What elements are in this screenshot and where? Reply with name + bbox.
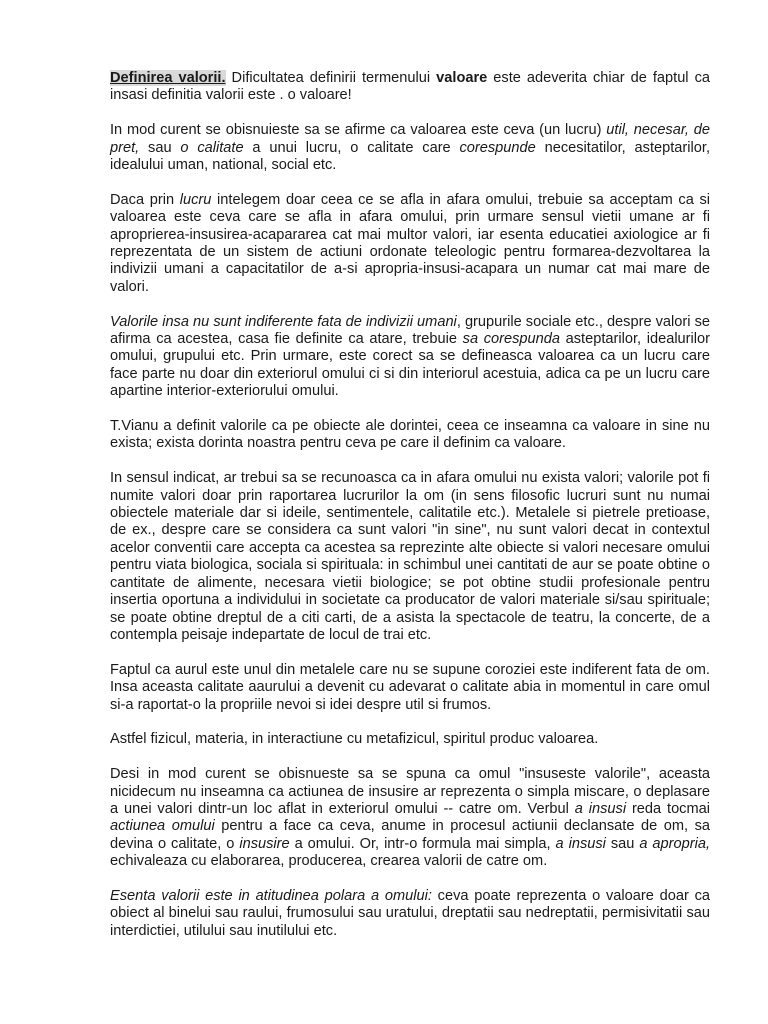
text-run: pentru a face ca ceva, anume in procesul actiunii declansate de om, sa devina o calitate, o bbox=[110, 818, 710, 852]
text-run: asteptarilor, idealurilor omului, grupului etc. Prin urmare, este corect sa se defineasca valoarea ca un lucru care face parte nu doar din exteriorul omului ci si din interiorul acestuia, adica ca pe un lucru care apartine interior-exteriorului omului. bbox=[110, 331, 710, 400]
text-run: Dificultatea definirii termenului bbox=[225, 70, 437, 86]
text-run: a unui lucru, o calitate care bbox=[243, 139, 460, 156]
paragraph-10 bbox=[110, 888, 710, 940]
italic-term: util, necesar, de pret, bbox=[110, 122, 710, 156]
text-run: Daca prin bbox=[110, 191, 180, 208]
italic-term: actiunea omului bbox=[110, 818, 215, 835]
text-run: In sensul indicat, ar trebui sa se recunoasca ca in afara omului nu exista valori; valorile pot fi numite valori doar prin raportarea lucrurilor la om (in sens filosofic lucruri sunt nu numai obiectele materiale dar si ideile, sentimentele, calitatile etc.). Metalele si pietrele pretioase, de ex., despre care se considera ca sunt valori "in sine", nu sunt valori decat in contextul acelor conventii care accepta ca acestea sa reprezinte alte obiecte si valori necesare omului pentru viata biologica, sociala si spirituala: in schimbul unei cantitati de aur se poate obtine o cantitate de alimente, necesara vietii biologice; se pot obtine studii profesionale pentru insertia oportuna a individului in societate ca producator de valori materiale si/sau spirituale; se poate obtine dreptul de a citi carti, de a asista la spectacole de teatru, la concerte, de a contempla peisaje indepartate de locul de trai etc. bbox=[110, 470, 710, 643]
paragraph-9 bbox=[110, 766, 710, 870]
italic-term: a apropria, bbox=[639, 835, 711, 852]
bold-term: valoare bbox=[436, 70, 488, 86]
text-run: ceva poate reprezenta o valoare doar ca obiect al binelui sau raului, frumosului sau uratului, dreptatii sau nedreptatii, permisivitatii sau interdictiei, utilului sau inutilului etc. bbox=[110, 887, 710, 939]
text-run: intelegem doar ceea ce se afla in afara omului, trebuie sa acceptam ca si valoarea este ceva care se afla in afara omului, prin urmare sensul vietii umane ar fi aproprierea-insusirea-acapararea cat mai multor valori, iar esenta educatiei axiologice ar fi reprezentata de un sistem de actiuni ordonate teleologic pentru formarea-dezvoltarea la indivizii umani a capacitatilor de a-si apropria-insusi-acapara un numar cat mai mare de valori. bbox=[110, 191, 711, 295]
text-run: In mod curent se obisnuieste sa se afirme ca valoarea este ceva (un lucru) bbox=[110, 122, 607, 139]
italic-term: Esenta valorii este in atitudinea polara a omului: bbox=[110, 887, 432, 904]
section-heading: Definirea valorii. bbox=[110, 70, 226, 86]
paragraph-5 bbox=[110, 418, 710, 453]
text-run: echivaleaza cu elaborarea, producerea, crearea valorii de catre om. bbox=[110, 853, 548, 870]
text-run: , grupurile sociale etc., despre valori se afirma ca acestea, casa fie definite ca atare, trebuie bbox=[110, 313, 710, 348]
italic-term: corespunde bbox=[459, 139, 536, 156]
paragraph-3 bbox=[110, 192, 710, 296]
italic-term: insusire bbox=[239, 835, 290, 852]
paragraph-1 bbox=[110, 70, 710, 105]
italic-term: o calitate bbox=[180, 139, 244, 156]
italic-term: a insusi bbox=[574, 800, 627, 817]
text-run: sau bbox=[139, 139, 181, 156]
paragraph-6 bbox=[110, 470, 710, 644]
text-run: sau bbox=[605, 835, 640, 852]
paragraph-2 bbox=[110, 122, 710, 174]
text-run: a omului. Or, intr-o formula mai simpla, bbox=[289, 835, 556, 852]
text-run: reda tocmai bbox=[626, 800, 710, 817]
italic-term: lucru bbox=[179, 191, 212, 208]
document-page bbox=[110, 70, 710, 940]
paragraph-4 bbox=[110, 314, 710, 401]
paragraph-7 bbox=[110, 662, 710, 714]
paragraph-8 bbox=[110, 731, 710, 748]
text-run: Astfel fizicul, materia, in interactiune cu metafizicul, spiritul produc valoarea. bbox=[110, 731, 599, 748]
text-run: este adeverita chiar de faptul ca insasi definitia valorii este . o valoare! bbox=[110, 70, 710, 104]
italic-term: sa corespunda bbox=[462, 331, 560, 348]
text-run: T.Vianu a definit valorile ca pe obiecte ale dorintei, ceea ce inseamna ca valoare in sine nu exista; exista dorinta noastra pentru ceva pe care il definim ca valoare. bbox=[110, 418, 710, 452]
italic-term: a insusi bbox=[555, 835, 606, 852]
text-run: Desi in mod curent se obisnueste sa se spuna ca omul "insuseste valorile", aceasta nicidecum nu inseamna ca actiunea de insusire ar reprezenta o simpla miscare, o deplasare a unei valori dintr-un loc aflat in exteriorul omului -- catre om. Verbul bbox=[110, 766, 710, 817]
text-run: Faptul ca aurul este unul din metalele care nu se supune coroziei este indiferent fata de om. Insa aceasta calitate aaurului a devenit cu adevarat o calitate abia in momentul in care omul si-a raportat-o la propriile nevoi si idei despre util si frumos. bbox=[110, 661, 710, 713]
text-run: necesitatilor, asteptarilor, idealului uman, national, social etc. bbox=[110, 139, 710, 174]
italic-term: Valorile insa nu sunt indiferente fata de indivizii umani bbox=[110, 313, 457, 330]
